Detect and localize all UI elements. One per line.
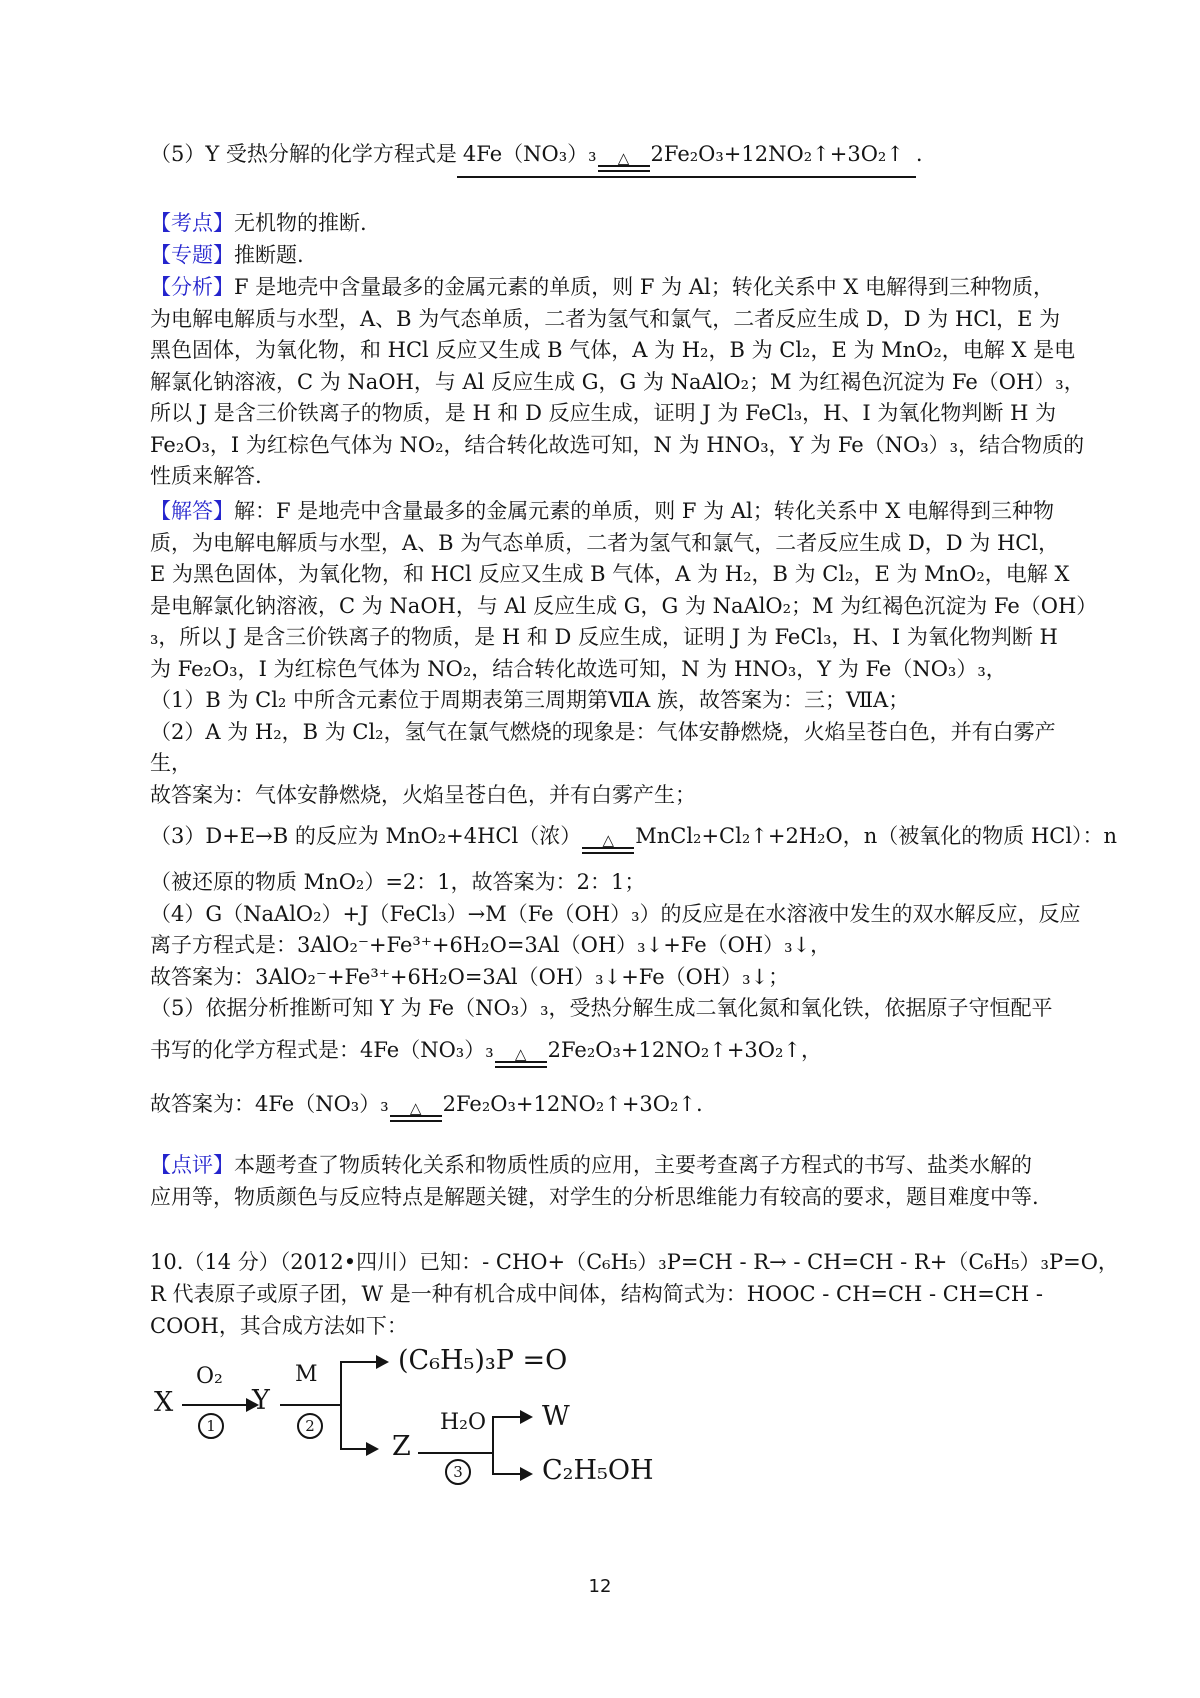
jieda-line-1 (150, 496, 1055, 528)
delta-condition-symbol (390, 1098, 442, 1122)
question10-line-2: R 代表原子或原子团，W 是一种有机合成中间体，结构简式为：HOOC - CH=CH - CH=CH - (150, 1282, 1043, 1306)
question10-line-1: 10.（14 分）（2012•四川）已知：- CHO+（C₆H₅）₃P=CH - R→ - CH=CH - R+（C₆H₅）₃P=O， (150, 1250, 1119, 1274)
jieda-line-3: E 为黑色固体，为氧化物，和 HCl 反应又生成 B 气体，A 为 H₂，B 为 Cl₂，E 为 MnO₂，电解 X (150, 562, 1070, 586)
question10-line-3: COOH，其合成方法如下： (150, 1314, 408, 1338)
fenxi-line-2: 为电解电解质与水型，A、B 为气态单质，二者为氢气和氯气，二者反应生成 D，D 为 HCl，E 为 (150, 306, 1061, 331)
product-w-label: W (542, 1401, 570, 1432)
kaodian-line (150, 208, 1055, 240)
jieda-line-6: 为 Fe₂O₃，I 为红棕色气体为 NO₂，结合转化故选可知，N 为 HNO₃，Y 为 Fe（NO₃）₃， (150, 656, 1007, 681)
dianping-line-2: 应用等，物质颜色与反应特点是解题关键，对学生的分析思维能力有较高的要求，题目难度中等. (150, 1184, 1039, 1209)
fenxi-line-1 (150, 272, 1055, 304)
fenxi-line-6: Fe₂O₃，I 为红棕色气体为 NO₂，结合转化故选可知，N 为 HNO₃，Y 为 Fe（NO₃）₃，结合物质的 (150, 432, 1085, 457)
jieda-answer4-line-1: （4）G（NaAlO₂）+J（FeCl₃）→M（Fe（OH）₃）的反应是在水溶液中发生的双水解反应，反应 (150, 901, 1081, 926)
zhuanti-label: 【专题】 (150, 243, 234, 267)
jieda-answer4-line-3: 故答案为：3AlO₂⁻+Fe³⁺+6H₂O=3Al（OH）₃↓+Fe（OH）₃↓； (150, 964, 790, 989)
eq5-left: 书写的化学方程式是：4Fe（NO₃）₃ (150, 1037, 494, 1062)
branch-2-top-line (492, 1416, 520, 1418)
product-ethanol-label: C₂H₅OH (542, 1455, 654, 1486)
fenxi-line-3: 黑色固体，为氧化物，和 HCl 反应又生成 B 气体，A 为 H₂，B 为 Cl₂，E 为 MnO₂，电解 X 是电 (150, 338, 1076, 362)
node-z-label: Z (392, 1431, 411, 1462)
branch-1-vertical-line (340, 1362, 342, 1450)
branch-2-bottom-line (492, 1473, 520, 1475)
condition-o2-label: O₂ (196, 1364, 223, 1389)
page-number: 12 (588, 1576, 612, 1597)
jieda-label: 【解答】 (150, 499, 234, 523)
reaction-arrow-2-line (280, 1404, 340, 1406)
eq3-right: MnCl₂+Cl₂↑+2H₂O，n（被氧化的物质 HCl）：n (635, 824, 1118, 848)
eqfinal-left: 故答案为：4Fe（NO₃）₃ (150, 1091, 389, 1116)
fenxi-line-5: 所以 J 是含三价铁离子的物质，是 H 和 D 反应生成，证明 J 为 FeCl₃，H、I 为氧化物判断 H 为 (150, 401, 1057, 425)
jieda-section (150, 496, 1118, 1135)
answer-underline (457, 132, 916, 178)
jieda-line-5: ₃，所以 J 是含三价铁离子的物质，是 H 和 D 反应生成，证明 J 为 FeCl₃，H、I 为氧化物判断 H (150, 625, 1058, 649)
delta-icon: △ (617, 149, 630, 167)
step-3-circled-number: 3 (445, 1459, 471, 1485)
jieda-answer1-line: （1）B 为 Cl₂ 中所含元素位于周期表第三周期第ⅦA 族，故答案为：三；ⅦA； (150, 688, 910, 712)
branch-1-bottom-arrowhead (366, 1442, 379, 1456)
jieda-answer5-line-1: （5）依据分析推断可知 Y 为 Fe（NO₃）₃，受热分解生成二氧化氮和氧化铁，依据原子守恒配平 (150, 996, 1053, 1020)
delta-icon: △ (409, 1098, 422, 1117)
equation-left: 4Fe（NO₃）₃ (462, 142, 597, 166)
kaodian-text: 无机物的推断. (234, 211, 367, 235)
fenxi-line-7: 性质来解答. (150, 464, 262, 488)
delta-icon: △ (514, 1044, 527, 1063)
dianping-text-1: 本题考查了物质转化关系和物质性质的应用，主要考查离子方程式的书写、盐类水解的 (234, 1153, 1032, 1177)
jieda-line-4: 是电解氯化钠溶液，C 为 NaOH，与 Al 反应生成 G，G 为 NaAlO₂；M 为红褐色沉淀为 Fe（OH） (150, 593, 1098, 618)
branch-1-top-arrowhead (376, 1355, 389, 1369)
fenxi-line-4: 解氯化钠溶液，C 为 NaOH，与 Al 反应生成 G，G 为 NaAlO₂；M 为红褐色沉淀为 Fe（OH）₃， (150, 369, 1085, 394)
delta-condition-symbol (582, 831, 634, 854)
delta-condition-symbol (598, 149, 650, 172)
jieda-answer2-line-2: 生， (150, 751, 192, 775)
eq3-left: （3）D+E→B 的反应为 MnO₂+4HCl（浓） (150, 824, 582, 848)
question5-prompt: （5）Y 受热分解的化学方程式是 (150, 142, 457, 166)
sentence-period: . (915, 142, 923, 166)
jieda-answer2-line-1: （2）A 为 H₂，B 为 Cl₂，氢气在氯气燃烧的现象是：气体安静燃烧，火焰呈苍白色，并有白雾产 (150, 719, 1056, 744)
jieda-line-2: 质，为电解电解质与水型，A、B 为气态单质，二者为氢气和氯气，二者反应生成 D，D 为 HCl， (150, 530, 1060, 555)
branch-1-bottom-line (340, 1448, 366, 1450)
question5-answer-line (150, 132, 923, 178)
kaodian-section (150, 208, 1055, 240)
branch-2-bottom-arrowhead (520, 1467, 533, 1481)
question10-section (150, 1246, 1119, 1342)
branch-2-top-arrowhead (520, 1410, 533, 1424)
equation-right: 2Fe₂O₃+12NO₂↑+3O₂↑ (650, 142, 904, 166)
fenxi-label: 【分析】 (150, 275, 234, 299)
synthesis-route-diagram (150, 1345, 790, 1515)
kaodian-label: 【考点】 (150, 211, 234, 235)
branch-1-top-line (340, 1361, 376, 1363)
jieda-answer5-equation-line (150, 1027, 1055, 1073)
reaction-arrow-1-line (182, 1404, 246, 1406)
jieda-answer3-equation-line (150, 813, 1118, 859)
eq5-right: 2Fe₂O₃+12NO₂↑+3O₂↑， (547, 1037, 823, 1062)
zhuanti-section (150, 240, 1055, 272)
step-2-circled-number: 2 (297, 1413, 323, 1439)
jieda-answer4-line-2: 离子方程式是：3AlO₂⁻+Fe³⁺+6H₂O=3Al（OH）₃↓+Fe（OH）₃↓， (150, 933, 832, 957)
dianping-line-1 (150, 1150, 1055, 1182)
delta-condition-symbol (495, 1044, 547, 1068)
dianping-section (150, 1150, 1055, 1213)
fenxi-text-1: F 是地壳中含量最多的金属元素的单质，则 F 为 Al；转化关系中 X 电解得到三种物质， (234, 275, 1055, 299)
eqfinal-right: 2Fe₂O₃+12NO₂↑+3O₂↑. (442, 1091, 703, 1116)
dianping-label: 【点评】 (150, 1153, 234, 1177)
step-1-circled-number: 1 (198, 1413, 224, 1439)
zhuanti-text: 推断题. (234, 243, 304, 267)
jieda-answer2-line-3: 故答案为：气体安静燃烧，火焰呈苍白色，并有白雾产生； (150, 782, 696, 807)
jieda-final-answer-line (150, 1081, 1055, 1127)
jieda-answer3-line-2: （被还原的物质 MnO₂）=2：1，故答案为：2：1； (150, 870, 646, 894)
branch-2-vertical-line (492, 1417, 494, 1475)
product-phosphine-oxide-label: (C₆H₅)₃P =O (398, 1345, 568, 1376)
reaction-arrow-3-line (418, 1452, 492, 1454)
jieda-text-1: 解：F 是地壳中含量最多的金属元素的单质，则 F 为 Al；转化关系中 X 电解得到三种物 (234, 499, 1055, 523)
delta-icon: △ (602, 831, 614, 849)
node-y-label: Y (252, 1385, 270, 1416)
condition-h2o-label: H₂O (440, 1410, 487, 1435)
condition-m-label: M (295, 1362, 318, 1387)
zhuanti-line (150, 240, 1055, 272)
fenxi-section (150, 272, 1085, 493)
node-x-label: X (154, 1387, 174, 1418)
